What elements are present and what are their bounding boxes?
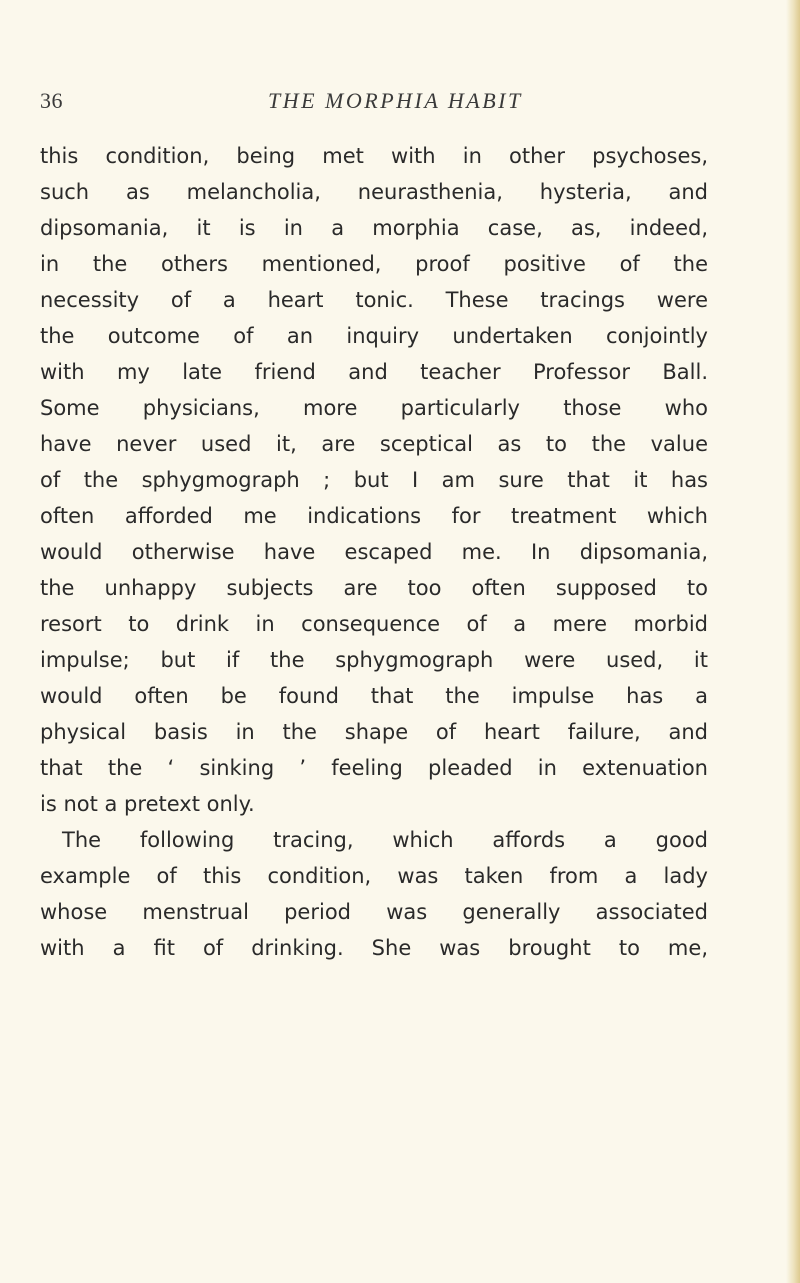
text-line: example of this condition, was taken from a lady [40,864,708,888]
paragraph-1 [40,138,708,822]
paragraph-2 [40,822,708,966]
text-line: with my late friend and teacher Professor Ball. [40,360,708,384]
text-line: the outcome of an inquiry undertaken conjointly [40,324,708,348]
text-line: Some physicians, more particularly those who [40,396,708,420]
text-line: this condition, being met with in other psychoses, [40,144,708,168]
page-number: 36 [40,88,63,113]
text-line: in the others mentioned, proof positive of the [40,252,708,276]
text-line: that the ‘ sinking ’ feeling pleaded in extenuation [40,756,708,780]
text-line: physical basis in the shape of heart failure, and [40,720,708,744]
page-edge-shadow [786,0,800,1283]
text-line: of the sphygmograph ; but I am sure that it has [40,468,708,492]
text-line: whose menstrual period was generally associated [40,900,708,924]
text-line: is not a pretext only. [40,792,255,816]
text-line: resort to drink in consequence of a mere morbid [40,612,708,636]
text-line: would otherwise have escaped me. In dipsomania, [40,540,708,564]
running-title: THE MORPHIA HABIT [268,88,523,113]
text-line: The following tracing, which affords a good [62,828,708,852]
text-line: impulse; but if the sphygmograph were used, it [40,648,708,672]
text-line: would often be found that the impulse has a [40,684,708,708]
text-line: necessity of a heart tonic. These tracings were [40,288,708,312]
text-line: have never used it, are sceptical as to the value [40,432,708,456]
text-line: often afforded me indications for treatment which [40,504,708,528]
text-line: such as melancholia, neurasthenia, hysteria, and [40,180,708,204]
body-text [40,138,708,966]
page-header [0,88,800,128]
text-line: dipsomania, it is in a morphia case, as, indeed, [40,216,708,240]
text-line: with a fit of drinking. She was brought to me, [40,936,708,960]
text-line: the unhappy subjects are too often supposed to [40,576,708,600]
